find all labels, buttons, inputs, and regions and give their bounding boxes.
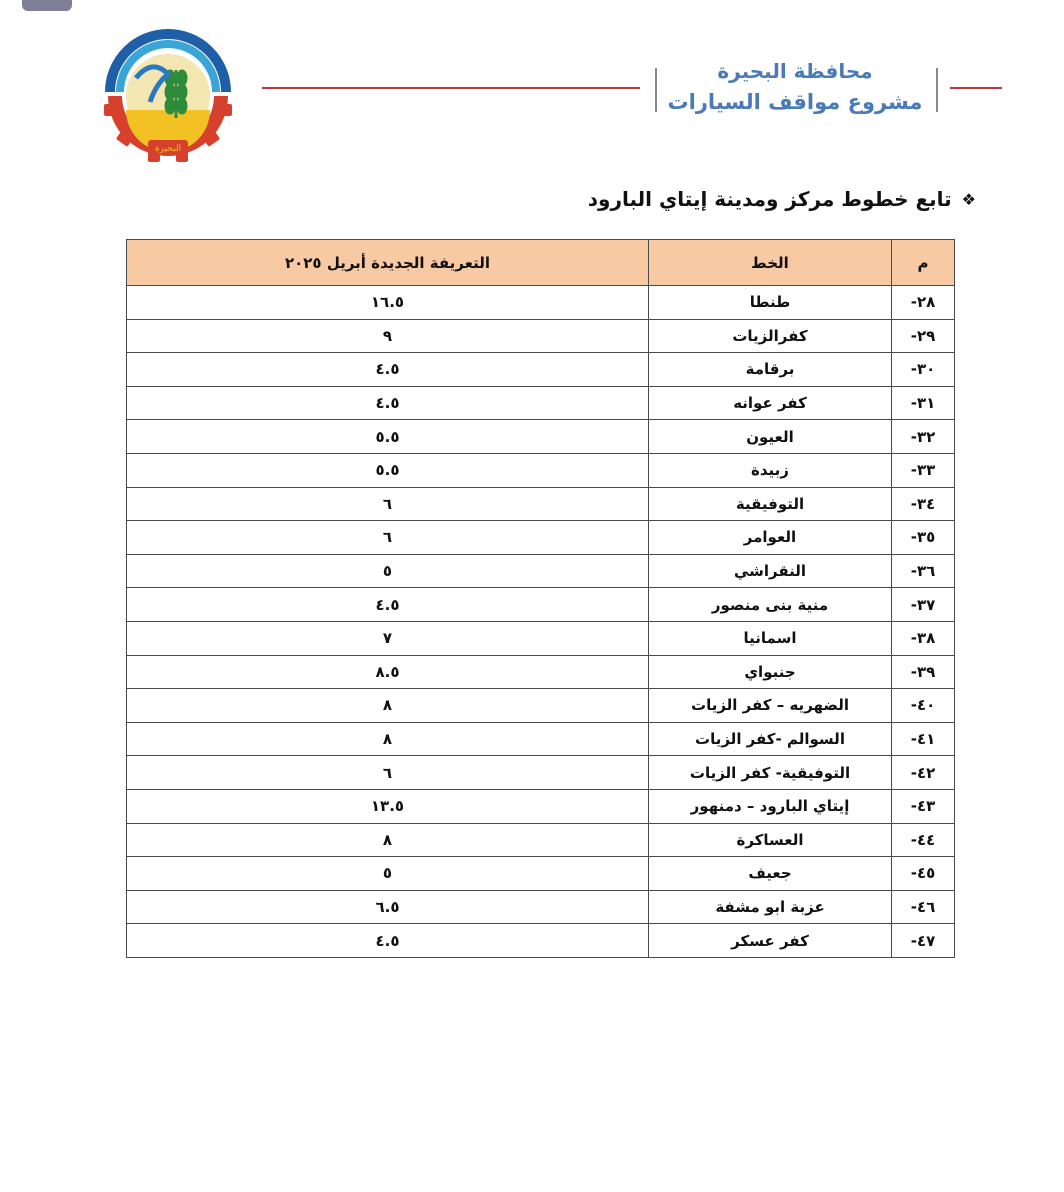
- header-title-block: [650, 56, 940, 122]
- header-divider-right: [936, 68, 938, 112]
- header-line: الخط: [649, 240, 892, 286]
- table-row: [127, 890, 955, 924]
- row-number-cell: ٤١-: [892, 722, 955, 756]
- table-row: [127, 588, 955, 622]
- row-number-cell: ٤٥-: [892, 857, 955, 891]
- row-number-cell: ٣٤-: [892, 487, 955, 521]
- row-fare-cell: ٦.٥: [127, 890, 649, 924]
- row-line-cell: إيتاي البارود – دمنهور: [649, 789, 892, 823]
- fares-table-container: [126, 239, 955, 958]
- row-line-cell: الضهريه – كفر الزيات: [649, 689, 892, 723]
- table-row: [127, 924, 955, 958]
- row-line-cell: عزبة ابو مشفة: [649, 890, 892, 924]
- project-name: مشروع مواقف السيارات: [667, 90, 923, 114]
- table-row: [127, 554, 955, 588]
- row-fare-cell: ٤.٥: [127, 353, 649, 387]
- header-num: م: [892, 240, 955, 286]
- table-row: [127, 689, 955, 723]
- row-line-cell: طنطا: [649, 286, 892, 320]
- header-rule-left: [262, 87, 640, 89]
- row-number-cell: ٣٨-: [892, 621, 955, 655]
- row-line-cell: كفرالزيات: [649, 319, 892, 353]
- row-number-cell: ٤٦-: [892, 890, 955, 924]
- row-fare-cell: ٤.٥: [127, 588, 649, 622]
- row-number-cell: ٤٧-: [892, 924, 955, 958]
- row-line-cell: كفر عسكر: [649, 924, 892, 958]
- row-fare-cell: ٨: [127, 689, 649, 723]
- section-title: تابع خطوط مركز ومدينة إيتاي البارود: [587, 187, 952, 211]
- row-fare-cell: ٦: [127, 756, 649, 790]
- row-line-cell: العيون: [649, 420, 892, 454]
- table-row: [127, 319, 955, 353]
- row-number-cell: ٤٤-: [892, 823, 955, 857]
- row-fare-cell: ٨: [127, 722, 649, 756]
- row-number-cell: ٢٨-: [892, 286, 955, 320]
- row-fare-cell: ٥.٥: [127, 453, 649, 487]
- row-fare-cell: ١٦.٥: [127, 286, 649, 320]
- row-number-cell: ٣٥-: [892, 521, 955, 555]
- row-number-cell: ٣١-: [892, 386, 955, 420]
- table-header-row: [127, 240, 955, 286]
- row-number-cell: ٣٧-: [892, 588, 955, 622]
- table-row: [127, 521, 955, 555]
- row-line-cell: السوالم -كفر الزيات: [649, 722, 892, 756]
- table-row: [127, 453, 955, 487]
- row-number-cell: ٢٩-: [892, 319, 955, 353]
- logo-label: البحيرة: [154, 144, 182, 154]
- row-fare-cell: ٤.٥: [127, 924, 649, 958]
- row-number-cell: ٣٠-: [892, 353, 955, 387]
- table-row: [127, 722, 955, 756]
- table-row: [127, 487, 955, 521]
- fares-table: [126, 239, 955, 958]
- row-fare-cell: ٤.٥: [127, 386, 649, 420]
- row-fare-cell: ٥: [127, 857, 649, 891]
- row-number-cell: ٣٢-: [892, 420, 955, 454]
- row-fare-cell: ٦: [127, 521, 649, 555]
- table-row: [127, 857, 955, 891]
- table-row: [127, 621, 955, 655]
- row-number-cell: ٣٣-: [892, 453, 955, 487]
- row-line-cell: جعيف: [649, 857, 892, 891]
- row-line-cell: التوفيقية- كفر الزيات: [649, 756, 892, 790]
- row-line-cell: زبيدة: [649, 453, 892, 487]
- row-number-cell: ٣٦-: [892, 554, 955, 588]
- row-line-cell: برقامة: [649, 353, 892, 387]
- row-line-cell: جنبواي: [649, 655, 892, 689]
- row-number-cell: ٤٠-: [892, 689, 955, 723]
- table-row: [127, 420, 955, 454]
- table-row: [127, 655, 955, 689]
- row-fare-cell: ٦: [127, 487, 649, 521]
- row-line-cell: منية بنى منصور: [649, 588, 892, 622]
- row-fare-cell: ٨.٥: [127, 655, 649, 689]
- table-row: [127, 286, 955, 320]
- table-row: [127, 823, 955, 857]
- row-line-cell: العوامر: [649, 521, 892, 555]
- table-row: [127, 353, 955, 387]
- row-line-cell: النقراشي: [649, 554, 892, 588]
- window-corner-tab: [22, 0, 72, 11]
- governorate-logo: [96, 18, 240, 166]
- four-diamond-bullet-icon: ❖: [961, 189, 976, 209]
- row-line-cell: التوفيقية: [649, 487, 892, 521]
- row-number-cell: ٣٩-: [892, 655, 955, 689]
- row-fare-cell: ٥.٥: [127, 420, 649, 454]
- row-fare-cell: ٥: [127, 554, 649, 588]
- row-fare-cell: ١٣.٥: [127, 789, 649, 823]
- row-line-cell: كفر عوانه: [649, 386, 892, 420]
- row-fare-cell: ٧: [127, 621, 649, 655]
- table-row: [127, 789, 955, 823]
- row-line-cell: اسمانيا: [649, 621, 892, 655]
- row-fare-cell: ٩: [127, 319, 649, 353]
- row-number-cell: ٤٢-: [892, 756, 955, 790]
- row-number-cell: ٤٣-: [892, 789, 955, 823]
- header-fare: التعريفة الجديدة أبريل ٢٠٢٥: [127, 240, 649, 286]
- table-row: [127, 386, 955, 420]
- table-body: [127, 286, 955, 958]
- governorate-name: محافظة البحيرة: [717, 59, 873, 83]
- row-line-cell: العساكرة: [649, 823, 892, 857]
- section-heading: [588, 182, 976, 216]
- table-row: [127, 756, 955, 790]
- header-rule-right: [950, 87, 1002, 89]
- row-fare-cell: ٨: [127, 823, 649, 857]
